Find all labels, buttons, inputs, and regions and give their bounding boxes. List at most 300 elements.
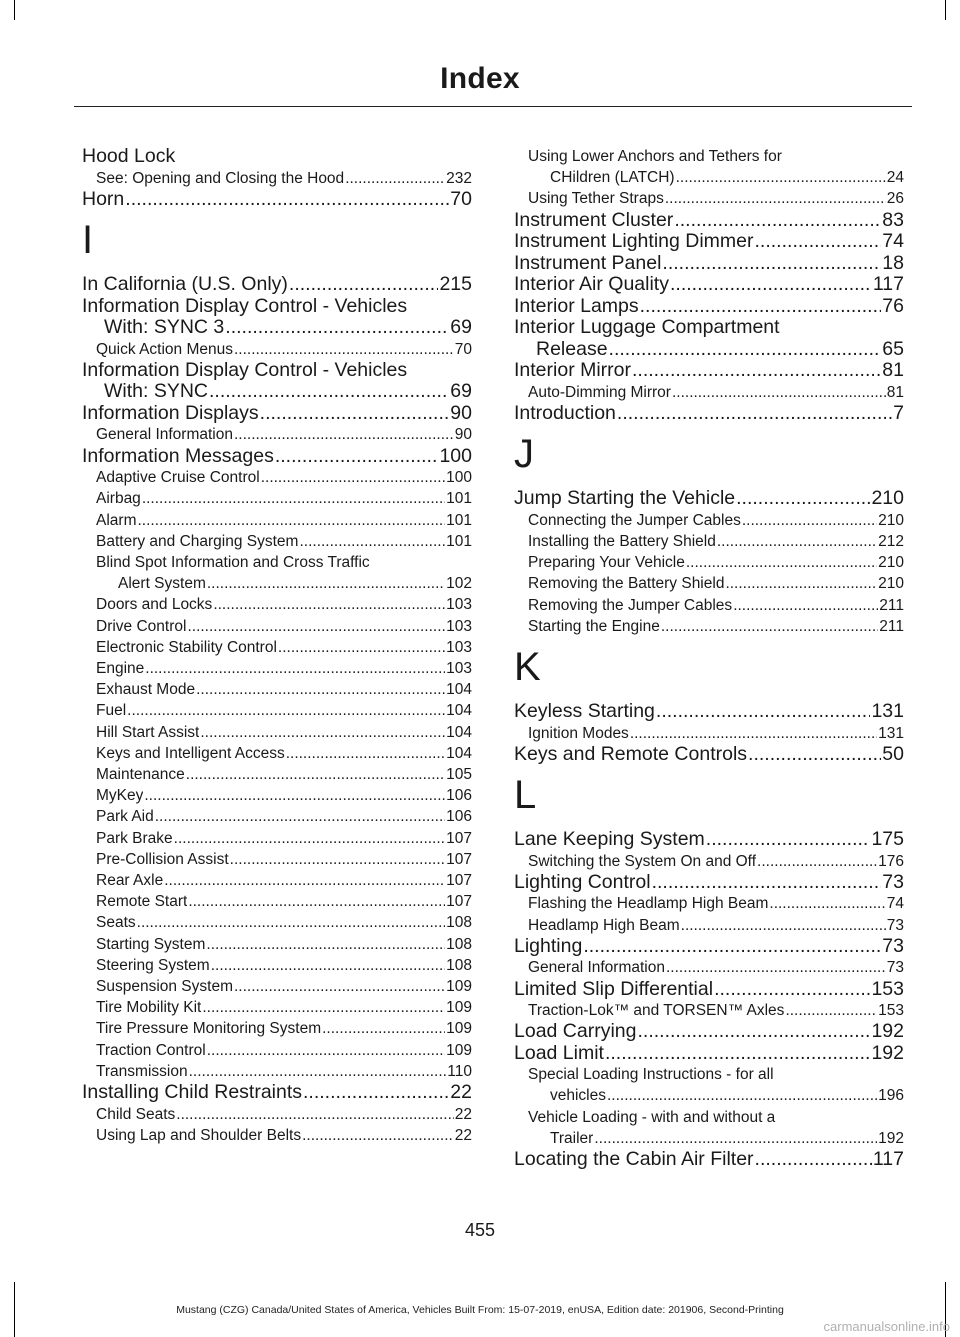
index-subentry[interactable]: [82, 934, 472, 955]
entry-label: Locating the Cabin Air Filter: [514, 1149, 754, 1171]
entry-label: Park Aid: [96, 808, 154, 826]
dot-leader: [755, 231, 882, 253]
index-subentry[interactable]: [514, 1085, 904, 1106]
dot-leader: [299, 531, 445, 552]
entry-page-number: 153: [871, 977, 904, 1000]
entry-label: Keys and Intelligent Access: [96, 744, 285, 762]
index-subentry[interactable]: [514, 573, 904, 594]
entry-page-number: 104: [446, 723, 472, 741]
index-entry[interactable]: [514, 701, 904, 723]
entry-page-number: 107: [446, 850, 472, 868]
entry-page-number: 100: [439, 444, 472, 467]
entry-label: Limited Slip Differential: [514, 978, 714, 1000]
index-subentry[interactable]: [82, 849, 472, 870]
dot-leader: [125, 189, 449, 211]
index-subentry[interactable]: [82, 785, 472, 806]
entry-page-number: 176: [878, 852, 904, 870]
dot-leader: [652, 872, 882, 894]
index-subentry[interactable]: [514, 531, 904, 552]
entry-label: Using Lap and Shoulder Belts: [96, 1126, 302, 1144]
dot-leader: [187, 616, 445, 637]
entry-page-number: 103: [446, 638, 472, 656]
entry-page-number: 73: [882, 870, 904, 893]
entry-page-number: 90: [450, 401, 472, 424]
dot-leader: [186, 764, 445, 785]
entry-label: Pre-Collision Assist: [96, 850, 229, 868]
entry-page-number: 73: [886, 959, 904, 977]
entry-label: Remote Start: [96, 893, 188, 911]
index-subentry[interactable]: [82, 891, 472, 912]
index-column-left: [82, 146, 472, 1146]
entry-page-number: 131: [871, 700, 904, 723]
entry-label: Preparing Your Vehicle: [528, 554, 685, 572]
index-subentry[interactable]: [82, 828, 472, 849]
entry-page-number: 192: [878, 1129, 904, 1147]
index-subentry[interactable]: [82, 722, 472, 743]
index-subentry[interactable]: [514, 595, 904, 616]
index-subentry[interactable]: [82, 1104, 472, 1125]
entry-page-number: 50: [882, 742, 904, 765]
dot-leader: [345, 168, 445, 189]
index-entry[interactable]: [514, 744, 904, 766]
index-subentry[interactable]: [82, 1125, 472, 1146]
entry-page-number: 76: [882, 294, 904, 317]
entry-label: General Information: [96, 426, 233, 444]
entry-page-number: 104: [446, 681, 472, 699]
index-heading: Using Lower Anchors and Tethers for: [528, 148, 782, 165]
entry-label: Horn: [82, 188, 125, 210]
dot-leader: [583, 936, 881, 958]
section-letter: L: [514, 773, 537, 818]
entry-page-number: 107: [446, 829, 472, 847]
entry-label: Keyless Starting: [514, 701, 655, 723]
index-subentry[interactable]: [514, 723, 904, 744]
entry-page-number: 70: [454, 340, 472, 358]
entry-page-number: 74: [886, 895, 904, 913]
entry-page-number: 175: [871, 828, 904, 851]
entry-page-number: 210: [878, 511, 904, 529]
dot-leader: [144, 785, 445, 806]
index-entry[interactable]: [82, 381, 472, 403]
index-subentry[interactable]: [82, 806, 472, 827]
dot-leader: [127, 700, 445, 721]
index-entry[interactable]: [514, 1043, 904, 1065]
dot-leader: [230, 849, 445, 870]
index-subentry[interactable]: [514, 167, 904, 188]
dot-leader: [733, 595, 878, 616]
index-subentry[interactable]: [514, 1128, 904, 1149]
entry-page-number: 101: [446, 511, 472, 529]
dot-leader: [755, 1149, 872, 1171]
entry-label: Tire Mobility Kit: [96, 999, 202, 1017]
dot-leader: [665, 188, 886, 209]
index-subentry[interactable]: [514, 957, 904, 978]
dot-leader: [286, 743, 445, 764]
entry-page-number: 109: [446, 1041, 472, 1059]
entry-page-number: 107: [446, 893, 472, 911]
entry-page-number: 101: [446, 490, 472, 508]
page-number: 455: [464, 1220, 496, 1240]
index-heading: Vehicle Loading - with and without a: [528, 1108, 776, 1126]
entry-label: With: SYNC 3: [104, 317, 225, 339]
entry-page-number: 100: [446, 469, 472, 487]
dot-leader: [717, 531, 877, 552]
entry-label: Park Brake: [96, 829, 173, 847]
index-subentry[interactable]: [514, 188, 904, 209]
index-subentry[interactable]: [82, 616, 472, 637]
title-divider: [74, 106, 912, 107]
index-subentry[interactable]: [82, 573, 472, 594]
entry-label: Removing the Battery Shield: [528, 575, 725, 593]
entry-page-number: 131: [878, 724, 904, 742]
watermark: carmanualsonline.info: [823, 1319, 950, 1334]
entry-label: CHildren (LATCH): [550, 169, 675, 187]
entry-page-number: 22: [450, 1081, 472, 1103]
entry-label: Release: [536, 338, 608, 360]
dot-leader: [142, 488, 445, 509]
entry-label: See: Opening and Closing the Hood: [96, 169, 345, 187]
index-subentry[interactable]: [82, 424, 472, 445]
dot-leader: [661, 616, 878, 637]
entry-label: Electronic Stability Control: [96, 638, 277, 656]
entry-label: Headlamp High Beam: [528, 916, 680, 934]
dot-leader: [674, 210, 881, 232]
index-subentry[interactable]: [82, 510, 472, 531]
footer-text: Mustang (CZG) Canada/United States of America, Vehicles Built From: 15-07-2019, enUSA, Edition date: 201906, Second-Printing: [176, 1304, 784, 1316]
entry-label: Instrument Lighting Dimmer: [514, 231, 754, 253]
dot-leader: [303, 1082, 449, 1104]
entry-label: Adaptive Cruise Control: [96, 469, 260, 487]
dot-leader: [234, 339, 454, 360]
entry-page-number: 232: [446, 169, 472, 187]
entry-label: Jump Starting the Vehicle: [514, 488, 736, 510]
entry-page-number: 211: [879, 617, 904, 635]
index-subentry[interactable]: [514, 382, 904, 403]
index-entry[interactable]: [514, 231, 904, 253]
index-subentry[interactable]: [82, 870, 472, 891]
entry-page-number: 74: [882, 230, 904, 253]
entry-label: Interior Air Quality: [514, 274, 669, 296]
entry-label: Rear Axle: [96, 871, 164, 889]
entry-page-number: 81: [886, 383, 904, 401]
index-entry[interactable]: [514, 488, 904, 510]
dot-leader: [681, 915, 886, 936]
index-subentry[interactable]: [82, 1018, 472, 1039]
dot-leader: [234, 424, 454, 445]
entry-page-number: 109: [446, 999, 472, 1017]
entry-page-number: 22: [454, 1105, 472, 1123]
entry-label: Steering System: [96, 956, 210, 974]
entry-page-number: 104: [446, 702, 472, 720]
entry-page-number: 210: [871, 487, 904, 510]
entry-page-number: 7: [893, 401, 904, 424]
dot-leader: [742, 510, 877, 531]
entry-page-number: 212: [878, 533, 904, 551]
entry-page-number: 65: [882, 337, 904, 360]
dot-leader: [207, 1040, 445, 1061]
entry-label: Child Seats: [96, 1105, 176, 1123]
entry-label: Lane Keeping System: [514, 829, 705, 851]
index-subentry[interactable]: [82, 467, 472, 488]
entry-label: Hill Start Assist: [96, 723, 200, 741]
dot-leader: [137, 510, 445, 531]
index-subentry[interactable]: [514, 1000, 904, 1021]
dot-leader: [637, 1021, 870, 1043]
entry-page-number: 211: [879, 596, 904, 614]
dot-leader: [211, 955, 445, 976]
entry-page-number: 105: [446, 765, 472, 783]
dot-leader: [200, 722, 445, 743]
index-subentry[interactable]: [82, 955, 472, 976]
dot-leader: [672, 382, 886, 403]
dot-leader: [686, 552, 877, 573]
index-column-right: [514, 146, 904, 1171]
section-letter: I: [82, 218, 94, 263]
index-heading: Special Loading Instructions - for all: [528, 1066, 774, 1084]
dot-leader: [206, 934, 445, 955]
dot-leader: [757, 851, 877, 872]
entry-label: Information Displays: [82, 402, 259, 424]
index-subentry[interactable]: [82, 764, 472, 785]
entry-label: Load Limit: [514, 1042, 604, 1064]
index-entry[interactable]: [82, 189, 472, 211]
dot-leader: [706, 829, 871, 851]
dot-leader: [630, 723, 877, 744]
entry-page-number: 108: [446, 956, 472, 974]
index-subentry[interactable]: [82, 1040, 472, 1061]
entry-page-number: 117: [872, 1148, 904, 1171]
index-entry[interactable]: [514, 253, 904, 275]
entry-label: Interior Lamps: [514, 295, 639, 317]
entry-page-number: 108: [446, 914, 472, 932]
dot-leader: [785, 1000, 877, 1021]
index-subentry[interactable]: [82, 594, 472, 615]
entry-label: Alert System: [118, 575, 206, 593]
dot-leader: [155, 806, 445, 827]
entry-page-number: 73: [882, 934, 904, 957]
entry-label: Flashing the Headlamp High Beam: [528, 895, 769, 913]
entry-page-number: 102: [446, 575, 472, 593]
index-subentry[interactable]: [514, 552, 904, 573]
entry-label: Keys and Remote Controls: [514, 743, 748, 765]
entry-page-number: 103: [446, 617, 472, 635]
dot-leader: [617, 403, 892, 425]
dot-leader: [145, 658, 445, 679]
dot-leader: [666, 957, 886, 978]
entry-page-number: 153: [878, 1002, 904, 1020]
entry-label: Installing the Battery Shield: [528, 533, 716, 551]
dot-leader: [261, 467, 445, 488]
index-entry[interactable]: [514, 979, 904, 1001]
entry-label: Suspension System: [96, 977, 233, 995]
dot-leader: [632, 360, 881, 382]
entry-label: Starting System: [96, 935, 206, 953]
entry-label: Transmission: [96, 1062, 188, 1080]
index-subentry[interactable]: [514, 510, 904, 531]
dot-leader: [275, 446, 439, 468]
dot-leader: [748, 744, 881, 766]
index-subentry[interactable]: [514, 915, 904, 936]
index-subentry[interactable]: [82, 1061, 472, 1082]
index-entry[interactable]: [514, 829, 904, 851]
dot-leader: [725, 573, 877, 594]
index-entry[interactable]: [514, 274, 904, 296]
entry-page-number: 83: [882, 208, 904, 231]
index-entry[interactable]: [82, 446, 472, 468]
dot-leader: [202, 997, 445, 1018]
index-entry[interactable]: [82, 403, 472, 425]
dot-leader: [605, 1043, 870, 1065]
entry-label: Tire Pressure Monitoring System: [96, 1020, 322, 1038]
entry-label: Engine: [96, 659, 145, 677]
index-heading: Blind Spot Information and Cross Traffic: [96, 553, 370, 571]
entry-label: Battery and Charging System: [96, 532, 299, 550]
crop-mark-top-right: [945, 0, 946, 20]
entry-label: Maintenance: [96, 765, 185, 783]
entry-page-number: 215: [439, 273, 472, 296]
entry-page-number: 192: [871, 1020, 904, 1043]
index-subentry[interactable]: [514, 893, 904, 914]
index-entry[interactable]: [514, 1149, 904, 1171]
dot-leader: [302, 1125, 454, 1146]
entry-label: Seats: [96, 914, 136, 932]
dot-leader: [676, 167, 886, 188]
entry-page-number: 104: [446, 744, 472, 762]
entry-page-number: 26: [886, 190, 904, 208]
entry-label: With: SYNC: [104, 381, 209, 403]
index-subentry[interactable]: [82, 637, 472, 658]
index-subentry[interactable]: [82, 976, 472, 997]
entry-label: In California (U.S. Only): [82, 274, 288, 296]
index-entry[interactable]: [514, 936, 904, 958]
entry-page-number: 81: [882, 359, 904, 382]
index-heading: Information Display Control - Vehicles: [82, 294, 408, 317]
entry-label: Doors and Locks: [96, 596, 213, 614]
entry-label: Airbag: [96, 490, 141, 508]
page-title: Index: [440, 62, 520, 95]
index-heading: Information Display Control - Vehicles: [82, 358, 408, 381]
entry-label: Interior Mirror: [514, 360, 632, 382]
index-subentry[interactable]: [82, 531, 472, 552]
entry-label: Trailer: [550, 1129, 594, 1147]
dot-leader: [234, 976, 445, 997]
entry-page-number: 210: [878, 554, 904, 572]
entry-page-number: 109: [446, 977, 472, 995]
entry-label: MyKey: [96, 787, 144, 805]
index-entry[interactable]: [514, 872, 904, 894]
entry-page-number: 101: [446, 532, 472, 550]
dot-leader: [207, 573, 445, 594]
entry-label: Traction-Lok™ and TORSEN™ Axles: [528, 1002, 785, 1020]
index-subentry[interactable]: [514, 616, 904, 637]
index-heading: Hood Lock: [82, 145, 176, 167]
index-subentry[interactable]: [82, 658, 472, 679]
entry-page-number: 24: [886, 169, 904, 187]
index-subentry[interactable]: [82, 339, 472, 360]
dot-leader: [188, 891, 445, 912]
entry-page-number: 196: [878, 1087, 904, 1105]
entry-page-number: 69: [450, 380, 472, 403]
dot-leader: [176, 1104, 453, 1125]
index-entry[interactable]: [514, 1021, 904, 1043]
dot-leader: [656, 701, 871, 723]
dot-leader: [594, 1128, 877, 1149]
entry-page-number: 103: [446, 659, 472, 677]
dot-leader: [714, 979, 870, 1001]
index-entry[interactable]: [514, 210, 904, 232]
entry-label: Starting the Engine: [528, 617, 660, 635]
index-subentry[interactable]: [514, 851, 904, 872]
entry-page-number: 73: [886, 916, 904, 934]
entry-page-number: 103: [446, 596, 472, 614]
entry-page-number: 117: [872, 273, 904, 296]
entry-label: Using Tether Straps: [528, 190, 664, 208]
index-subentry[interactable]: [82, 997, 472, 1018]
dot-leader: [670, 274, 872, 296]
dot-leader: [736, 488, 870, 510]
index-entry[interactable]: [514, 339, 904, 361]
index-subentry[interactable]: [82, 700, 472, 721]
entry-page-number: 109: [446, 1020, 472, 1038]
entry-label: Removing the Jumper Cables: [528, 596, 733, 614]
index-subentry[interactable]: [82, 743, 472, 764]
entry-label: General Information: [528, 959, 665, 977]
dot-leader: [137, 912, 445, 933]
entry-label: Alarm: [96, 511, 137, 529]
index-subentry[interactable]: [82, 168, 472, 189]
index-subentry[interactable]: [82, 679, 472, 700]
dot-leader: [289, 274, 439, 296]
index-entry[interactable]: [82, 1082, 472, 1104]
section-letter: K: [514, 645, 541, 690]
index-entry[interactable]: [514, 360, 904, 382]
dot-leader: [164, 870, 445, 891]
dot-leader: [609, 339, 882, 361]
entry-label: Switching the System On and Off: [528, 852, 757, 870]
index-entry[interactable]: [82, 317, 472, 339]
entry-page-number: 107: [446, 871, 472, 889]
dot-leader: [189, 1061, 447, 1082]
index-entry[interactable]: [82, 274, 472, 296]
entry-label: vehicles: [550, 1087, 606, 1105]
entry-label: Auto-Dimming Mirror: [528, 383, 671, 401]
entry-page-number: 108: [446, 935, 472, 953]
section-letter: J: [514, 432, 534, 477]
index-subentry[interactable]: [82, 488, 472, 509]
dot-leader: [260, 403, 450, 425]
index-entry[interactable]: [514, 296, 904, 318]
index-subentry[interactable]: [82, 912, 472, 933]
entry-label: Lighting Control: [514, 871, 651, 893]
dot-leader: [196, 679, 445, 700]
entry-label: Load Carrying: [514, 1021, 637, 1043]
entry-label: Fuel: [96, 702, 127, 720]
entry-label: Instrument Panel: [514, 252, 662, 274]
dot-leader: [640, 296, 882, 318]
entry-label: Exhaust Mode: [96, 681, 196, 699]
index-entry[interactable]: [514, 403, 904, 425]
entry-page-number: 90: [454, 426, 472, 444]
entry-label: Quick Action Menus: [96, 340, 233, 358]
entry-page-number: 110: [447, 1062, 472, 1080]
entry-label: Information Messages: [82, 445, 274, 467]
dot-leader: [278, 637, 445, 658]
entry-page-number: 18: [882, 251, 904, 274]
entry-page-number: 210: [878, 575, 904, 593]
entry-label: Drive Control: [96, 617, 187, 635]
dot-leader: [209, 381, 449, 403]
dot-leader: [213, 594, 445, 615]
